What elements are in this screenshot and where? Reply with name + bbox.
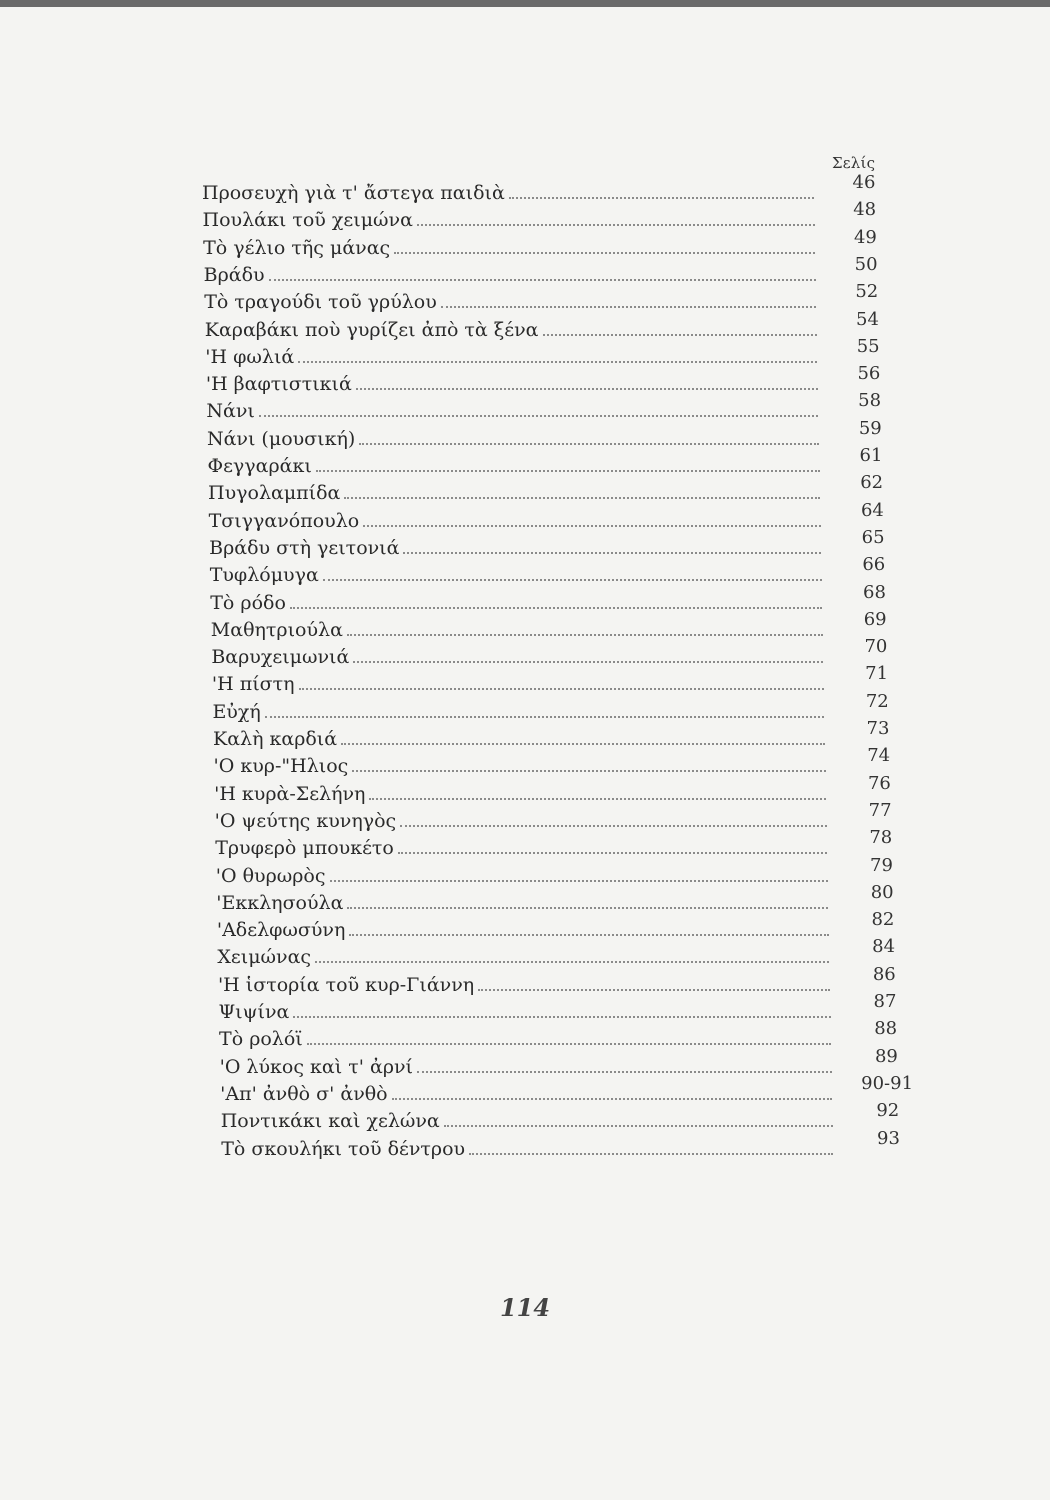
dot-leader <box>290 606 822 609</box>
dot-leader <box>330 879 828 882</box>
dot-leader <box>363 524 820 527</box>
toc-entry <box>207 423 823 451</box>
dot-leader <box>269 278 816 281</box>
toc-entry-title: 'Η φωλιά <box>205 345 295 368</box>
toc-entry-page-number: 76 <box>867 772 891 794</box>
toc-entry <box>216 860 832 888</box>
dot-leader <box>349 933 828 936</box>
toc-entry-title: 'Ο θυρωρὸς <box>215 864 326 887</box>
dot-leader <box>392 1097 833 1100</box>
page-column-header: Σελίς <box>832 154 876 172</box>
toc-entry <box>212 696 828 724</box>
dot-leader <box>369 797 826 800</box>
dot-leader <box>356 387 818 390</box>
toc-entry-title: 'Η πίστη <box>211 673 295 696</box>
toc-entry-page-number: 72 <box>865 690 889 712</box>
toc-entry-page-number: 70 <box>864 636 888 658</box>
dot-leader <box>478 988 830 991</box>
toc-entry-title: 'Ο ψεύτης κυνηγὸς <box>214 809 397 832</box>
dot-leader <box>509 196 814 199</box>
toc-entry-page-number: 65 <box>861 526 885 548</box>
toc-entry-title: Τὸ ρολόϊ <box>219 1028 303 1051</box>
toc-entry-page-number: 55 <box>856 335 880 357</box>
toc-entry-title: 'Η βαφτιστικιά <box>205 373 352 396</box>
toc-entry-page-number: 79 <box>870 854 893 876</box>
toc-entry <box>203 232 819 260</box>
toc-entry-page-number: 77 <box>868 799 892 821</box>
dot-leader <box>347 633 823 636</box>
toc-entry-title: Τὸ ρόδο <box>210 591 286 614</box>
dot-leader <box>543 333 817 336</box>
dot-leader <box>315 960 829 963</box>
toc-entry <box>202 177 818 205</box>
toc-entry-title: 'Η κυρὰ-Σελήνη <box>214 782 366 805</box>
toc-entry <box>205 341 821 369</box>
dot-leader <box>469 1152 833 1155</box>
toc-entry-title: Ποντικάκι καὶ χελώνα <box>220 1110 440 1133</box>
dot-leader <box>323 578 822 581</box>
dot-leader <box>444 1124 833 1127</box>
dot-leader <box>298 360 817 363</box>
toc-entry-title: Πυγολαμπίδα <box>208 482 341 505</box>
toc-entry <box>218 969 834 997</box>
toc-entry <box>217 914 833 942</box>
page-number-footer: 114 <box>499 1293 551 1322</box>
toc-entry <box>206 368 822 396</box>
toc-entry <box>219 1023 835 1051</box>
toc-entry-page-number: 52 <box>855 281 879 303</box>
toc-entry-title: Τὸ σκουλήκι τοῦ δέντρου <box>221 1137 466 1160</box>
toc-entry-title: 'Απ' ἀνθὸ σ' ἀνθὸ <box>220 1082 388 1105</box>
toc-entry-title: Βράδυ <box>203 263 265 286</box>
toc-entry-page-number: 58 <box>858 390 882 412</box>
toc-entry-title: Ψιψίνα <box>218 1001 290 1023</box>
toc-entry-page-number: 90-91 <box>861 1072 914 1094</box>
toc-entry <box>206 395 822 423</box>
toc-entry <box>209 505 825 533</box>
toc-entry-title: Τσιγγανόπουλο <box>208 509 360 532</box>
toc-entry-page-number: 54 <box>856 308 879 330</box>
toc-entry-title: Τὸ τραγούδι τοῦ γρύλου <box>204 291 437 314</box>
dot-leader <box>353 660 823 663</box>
toc-entry-page-number: 56 <box>857 363 881 385</box>
dot-leader <box>352 769 825 772</box>
toc-entry-title: Νάνι (μουσική) <box>206 427 356 450</box>
dot-leader <box>293 1015 830 1018</box>
dot-leader <box>417 1070 832 1073</box>
toc-entry <box>215 832 831 860</box>
toc-entry <box>211 641 827 669</box>
toc-entry-page-number: 80 <box>870 881 894 903</box>
dot-leader <box>344 496 820 499</box>
dot-leader <box>394 251 815 254</box>
toc-entry-page-number: 50 <box>854 253 878 275</box>
toc-entry-title: Εὐχή <box>212 700 261 723</box>
toc-entry-page-number: 86 <box>872 963 896 985</box>
toc-entry-title: 'Ο λύκος καὶ τ' ἀρνί <box>219 1055 413 1078</box>
toc-entry <box>220 1051 836 1079</box>
toc-entry-title: Φεγγαράκι <box>207 455 312 477</box>
toc-entry-page-number: 73 <box>866 718 890 739</box>
toc-entry-page-number: 69 <box>863 608 887 630</box>
toc-entry <box>203 204 819 232</box>
book-page <box>0 7 1050 1500</box>
dot-leader <box>417 223 815 226</box>
toc-entry-page-number: 48 <box>853 199 877 221</box>
dot-leader <box>316 469 820 472</box>
toc-entry-title: Βαρυχειμωνιά <box>211 646 350 669</box>
toc-entry <box>213 723 829 751</box>
dot-leader <box>441 305 816 308</box>
toc-entry-page-number: 78 <box>869 827 893 849</box>
toc-entry <box>221 1105 837 1133</box>
toc-entry-title: Τυφλόμυγα <box>209 564 319 587</box>
table-of-contents <box>0 7 1050 1500</box>
toc-entry <box>215 805 831 833</box>
toc-entry-page-number: 71 <box>865 663 889 685</box>
toc-entry-page-number: 61 <box>859 445 883 466</box>
toc-entry-page-number: 66 <box>862 554 886 576</box>
toc-entry-title: Καλὴ καρδιά <box>213 728 338 750</box>
dot-leader <box>341 742 825 745</box>
toc-entry-page-number: 59 <box>858 417 882 439</box>
dot-leader <box>307 1042 831 1045</box>
toc-entry-title: 'Η ἱστορία τοῦ κυρ-Γιάννη <box>217 973 475 996</box>
toc-entry-title: Μαθητριούλα <box>210 618 343 641</box>
dot-leader <box>359 442 819 445</box>
toc-entry <box>214 778 830 806</box>
dot-leader <box>398 851 827 854</box>
toc-entry <box>220 1078 836 1106</box>
toc-entry-title: Τὸ γέλιο τῆς μάνας <box>203 236 391 259</box>
toc-entry <box>205 314 821 342</box>
toc-entry-title: Πουλάκι τοῦ χειμώνα <box>202 209 413 232</box>
toc-entry <box>208 477 824 505</box>
toc-entry-title: 'Ο κυρ-"Ηλιος <box>213 755 349 778</box>
toc-entry-title: 'Εκκλησούλα <box>216 891 344 914</box>
toc-entry-page-number: 62 <box>860 472 884 494</box>
toc-entry-page-number: 87 <box>873 991 897 1012</box>
dot-leader <box>265 715 825 718</box>
toc-entry-page-number: 88 <box>874 1018 898 1040</box>
dot-leader <box>299 687 824 690</box>
dot-leader <box>400 824 826 827</box>
toc-entry <box>209 532 825 560</box>
toc-entry-title: Τρυφερὸ μπουκέτο <box>215 837 394 860</box>
toc-entry-page-number: 84 <box>872 936 896 958</box>
toc-entry-title: Χειμώνας <box>217 946 312 969</box>
toc-entry-title: Προσευχὴ γιὰ τ' ἄστεγα παιδιὰ <box>202 182 505 204</box>
toc-entry <box>217 941 833 969</box>
toc-entry-title: 'Αδελφωσύνη <box>216 919 346 942</box>
toc-entry-page-number: 68 <box>863 581 886 603</box>
toc-entry-page-number: 92 <box>876 1100 900 1122</box>
toc-entry <box>204 286 820 314</box>
toc-entry-page-number: 74 <box>867 745 891 767</box>
toc-entry <box>204 259 820 287</box>
toc-entry <box>210 587 826 615</box>
toc-entry-page-number: 49 <box>853 226 877 248</box>
dot-leader <box>347 906 828 909</box>
toc-entry-title: Βράδυ στὴ γειτονιά <box>209 536 400 559</box>
toc-entry-page-number: 46 <box>852 172 876 193</box>
toc-entry <box>210 559 826 587</box>
toc-entry-title: Νάνι <box>206 400 255 423</box>
top-edge-bar <box>0 0 1050 7</box>
toc-entry <box>214 750 830 778</box>
toc-entry <box>219 996 835 1024</box>
toc-entry <box>208 450 824 478</box>
toc-entry <box>221 1133 837 1161</box>
toc-entry <box>211 614 827 642</box>
toc-entry-title: Καραβάκι ποὺ γυρίζει ἀπὸ τὰ ξένα <box>204 318 539 341</box>
toc-entry <box>216 887 832 915</box>
toc-entry-page-number: 64 <box>860 499 884 521</box>
toc-entry <box>212 668 828 696</box>
dot-leader <box>403 551 821 554</box>
dot-leader <box>259 414 819 417</box>
toc-entry-page-number: 82 <box>871 909 895 931</box>
toc-entry-page-number: 89 <box>874 1045 898 1067</box>
toc-entry-page-number: 93 <box>877 1127 900 1149</box>
